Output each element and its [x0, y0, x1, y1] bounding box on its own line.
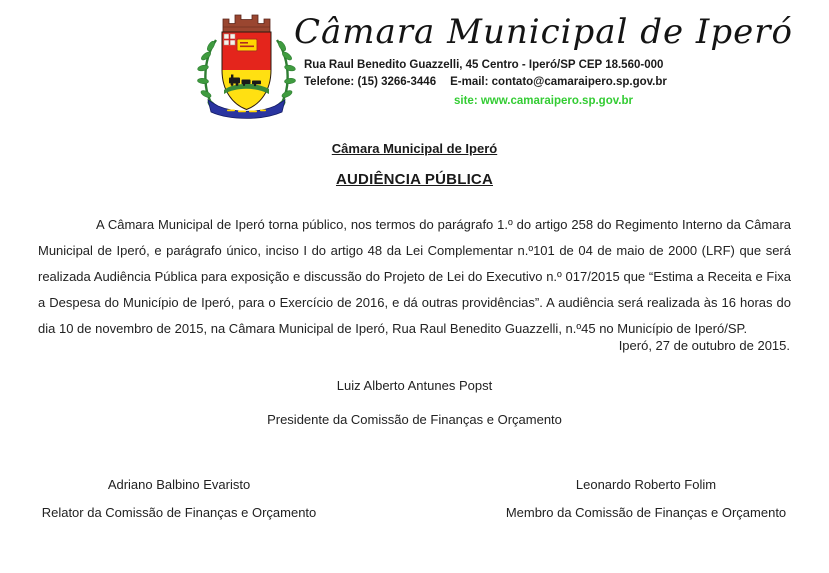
doc-heading-organization: Câmara Municipal de Iperó: [331, 141, 498, 156]
letterhead-text: [294, 6, 793, 109]
signature-right: [481, 477, 811, 520]
doc-heading-title: AUDIÊNCIA PÚBLICA: [335, 171, 493, 188]
coat-of-arms-icon: [193, 6, 300, 128]
signature-row: [0, 477, 829, 520]
letterhead-phone: Telefone: (15) 3266-3446: [304, 76, 437, 88]
signature-left-role: Relator da Comissão de Finanças e Orçamento: [41, 505, 317, 520]
doc-body-paragraph: A Câmara Municipal de Iperó torna público, nos termos do parágrafo 1.º do artigo 258 do Regimento Interno da Câmara Municipal de Iperó, e parágrafo único, inciso I do artigo 48 da Lei Complementar n.º101 de 04 de maio de 2000 (LRF) que será realizada Audiência Pública para exposição e discussão do Projeto de Lei do Executivo n.º 017/2015 que “Estima a Receita e Fixa a Despesa do Município de Iperó, para o Exercício de 2016, e dá outras providências”. A audiência será realizada às 16 horas do dia 10 de novembro de 2015, na Câmara Municipal de Iperó, Rua Raul Benedito Guazzelli, n.º45 no Município de Iperó/SP.: [38, 217, 791, 336]
letterhead-address: Rua Raul Benedito Guazzelli, 45 Centro - Iperó/SP CEP 18.560-000: [304, 59, 664, 71]
signature-left-name: Adriano Balbino Evaristo: [107, 477, 251, 492]
letterhead-contact: [304, 74, 793, 91]
signature-main-role: Presidente da Comissão de Finanças e Orçamento: [267, 412, 562, 427]
doc-date-line: Iperó, 27 de outubro de 2015.: [618, 338, 790, 353]
signature-right-role: Membro da Comissão de Finanças e Orçamento: [505, 505, 787, 520]
letterhead-email: E-mail: contato@camaraipero.sp.gov.br: [450, 76, 667, 88]
letterhead-site-link[interactable]: site: www.camaraipero.sp.gov.br: [454, 95, 633, 107]
signature-left: [14, 477, 344, 520]
signature-right-name: Leonardo Roberto Folim: [575, 477, 717, 492]
signature-main-name: Luiz Alberto Antunes Popst: [336, 378, 493, 393]
signature-main: [0, 378, 829, 427]
letterhead-title: Câmara Municipal de Iperó: [294, 12, 793, 52]
letterhead: [193, 6, 793, 128]
